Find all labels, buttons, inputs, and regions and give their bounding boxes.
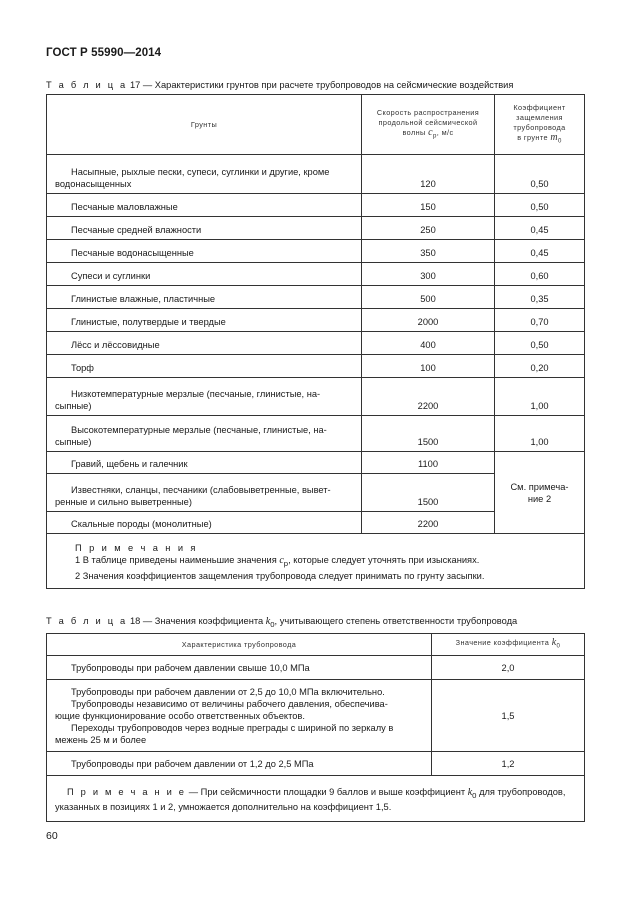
pipeline-characteristic-line4: Переходы трубопроводов через водные преграды с шириной по зеркалу в bbox=[71, 722, 394, 733]
coef-value: 0,35 bbox=[495, 286, 585, 309]
table-row bbox=[47, 332, 585, 355]
note-1-symbol: c bbox=[279, 555, 284, 566]
table18-caption-text-a: 18 — Значения коэффициента bbox=[129, 616, 264, 626]
table-row bbox=[47, 286, 585, 309]
notes-label: П р и м е ч а н и я bbox=[75, 543, 198, 553]
table18-caption-symbol: k bbox=[265, 616, 271, 627]
col-coef-symbol: m bbox=[550, 131, 559, 143]
note-subscript: 0 bbox=[472, 790, 477, 800]
note-1-text-b: , которые следует уточнять при изысканиях. bbox=[288, 555, 480, 565]
col-coef-line1: Коэффициент bbox=[513, 102, 566, 112]
soil-name-line1: Лёсс и лёссовидные bbox=[71, 340, 160, 350]
speed-value: 500 bbox=[362, 286, 495, 309]
table18-col-value bbox=[432, 634, 585, 656]
note-1 bbox=[55, 554, 576, 570]
pipeline-characteristic bbox=[47, 752, 432, 776]
table17-col-speed bbox=[362, 95, 495, 155]
table17-caption-text: 17 — Характеристики грунтов при расчете трубопроводов на сейсмические воздействия bbox=[129, 80, 514, 90]
table-row bbox=[47, 263, 585, 286]
soil-name-line1: Скальные породы (монолитные) bbox=[71, 519, 212, 529]
col-coef-subscript: 0 bbox=[558, 137, 562, 145]
merged-coef-note bbox=[495, 452, 585, 534]
table17-col-soils: Грунты bbox=[47, 95, 362, 155]
coef-value: 0,50 bbox=[495, 155, 585, 194]
soil-name bbox=[47, 286, 362, 309]
table-row bbox=[47, 155, 585, 194]
soil-name-line1: Высокотемпературные мерзлые (песчаные, глинистые, на- bbox=[71, 425, 327, 435]
coef-value: 1,00 bbox=[495, 378, 585, 416]
col-coef-line4: в грунте bbox=[517, 132, 548, 142]
soil-name-line1: Песчаные водонасыщенные bbox=[71, 248, 194, 258]
soil-name-line2: сыпные) bbox=[55, 437, 92, 447]
table17-caption-prefix: Т а б л и ц а bbox=[46, 80, 128, 90]
table17-col-coef bbox=[495, 95, 585, 155]
speed-value: 2200 bbox=[362, 512, 495, 534]
coef-value: 0,70 bbox=[495, 309, 585, 332]
soil-name bbox=[47, 155, 362, 194]
soil-name-line1: Песчаные средней влажности bbox=[71, 225, 202, 235]
table-row bbox=[47, 355, 585, 378]
note-1-text-a: 1 В таблице приведены наименьшие значения bbox=[75, 555, 277, 565]
note-symbol: k bbox=[467, 786, 473, 798]
table18-header-row bbox=[47, 634, 585, 656]
soil-name-line2: водонасыщенных bbox=[55, 179, 132, 189]
coef-value: 0,45 bbox=[495, 240, 585, 263]
note-label: П р и м е ч а н и е bbox=[67, 786, 187, 797]
coef-value: 1,00 bbox=[495, 416, 585, 452]
soil-name bbox=[47, 378, 362, 416]
col-speed-line2: продольной сейсмической bbox=[378, 117, 478, 127]
speed-value: 150 bbox=[362, 194, 495, 217]
coef-value: 0,45 bbox=[495, 217, 585, 240]
soil-name bbox=[47, 332, 362, 355]
speed-value: 100 bbox=[362, 355, 495, 378]
table18-col-value-subscript: 0 bbox=[556, 642, 561, 650]
soil-name-line1: Известняки, сланцы, песчаники (слабовыветренные, вывет- bbox=[71, 485, 331, 495]
table-row bbox=[47, 416, 585, 452]
soil-name-line1: Торф bbox=[71, 363, 94, 373]
note-text-a: — При сейсмичности площадки 9 баллов и выше коэффициент bbox=[188, 786, 466, 797]
table-row bbox=[47, 656, 585, 680]
speed-value: 1100 bbox=[362, 452, 495, 474]
soil-name bbox=[47, 309, 362, 332]
note-1-subscript: p bbox=[283, 558, 289, 568]
speed-value: 1500 bbox=[362, 474, 495, 512]
k0-value: 1,5 bbox=[432, 680, 585, 752]
pipeline-characteristic-text: Трубопроводы при рабочем давлении от 1,2 до 2,5 МПа bbox=[71, 758, 314, 769]
col-speed-line3: волны bbox=[402, 127, 426, 137]
table-row bbox=[47, 240, 585, 263]
soil-name bbox=[47, 416, 362, 452]
table-row bbox=[47, 680, 585, 752]
soil-name-line1: Насыпные, рыхлые пески, супеси, суглинки и другие, кроме bbox=[71, 167, 330, 177]
soil-name bbox=[47, 217, 362, 240]
merged-coef-line2: ние 2 bbox=[527, 493, 552, 504]
soil-name-line1: Гравий, щебень и галечник bbox=[71, 459, 188, 469]
page-number: 60 bbox=[46, 830, 58, 842]
table18-note-row bbox=[47, 776, 585, 822]
coef-value: 0,60 bbox=[495, 263, 585, 286]
soil-name bbox=[47, 474, 362, 512]
coef-value: 0,20 bbox=[495, 355, 585, 378]
table17-notes-row bbox=[47, 534, 585, 589]
col-speed-subscript: p bbox=[432, 132, 437, 140]
table17 bbox=[46, 94, 585, 589]
table18-caption-text-b: , учитывающего степень ответственности трубопровода bbox=[274, 616, 518, 626]
col-speed-line1: Скорость распространения bbox=[376, 107, 480, 117]
col-coef-line3: трубопровода bbox=[513, 122, 566, 132]
speed-value: 350 bbox=[362, 240, 495, 263]
speed-value: 2200 bbox=[362, 378, 495, 416]
col-speed-unit: , м/с bbox=[436, 127, 454, 137]
table18-note bbox=[47, 776, 585, 822]
standard-header: ГОСТ Р 55990—2014 bbox=[46, 47, 162, 59]
table-row bbox=[47, 309, 585, 332]
speed-value: 400 bbox=[362, 332, 495, 355]
pipeline-characteristic-line5: межень 25 м и более bbox=[55, 734, 147, 745]
table18-caption-subscript: 0 bbox=[270, 619, 275, 629]
pipeline-characteristic bbox=[47, 656, 432, 680]
note-line2: указанных в позициях 1 и 2, умножается дополнительно на коэффициент 1,5. bbox=[55, 802, 392, 813]
table18-col-characteristic: Характеристика трубопровода bbox=[47, 634, 432, 656]
k0-value: 1,2 bbox=[432, 752, 585, 776]
table18-col-value-symbol: k bbox=[551, 636, 557, 648]
k0-value: 2,0 bbox=[432, 656, 585, 680]
table18-col-value-text: Значение коэффициента bbox=[455, 637, 550, 647]
table-row bbox=[47, 452, 585, 474]
speed-value: 300 bbox=[362, 263, 495, 286]
merged-coef-line1: См. примеча- bbox=[510, 481, 569, 492]
pipeline-characteristic-line3: ющие функционирование особо ответственных объектов. bbox=[55, 710, 305, 721]
table17-notes bbox=[47, 534, 585, 589]
table-row bbox=[47, 378, 585, 416]
note-text-b: для трубопроводов, bbox=[479, 786, 566, 797]
table17-caption bbox=[46, 80, 513, 90]
coef-value: 0,50 bbox=[495, 332, 585, 355]
pipeline-characteristic-line2: Трубопроводы независимо от величины рабочего давления, обеспечива- bbox=[71, 698, 388, 709]
pipeline-characteristic-text: Трубопроводы при рабочем давлении свыше 10,0 МПа bbox=[71, 662, 310, 673]
soil-name-line1: Низкотемпературные мерзлые (песчаные, глинистые, на- bbox=[71, 389, 321, 399]
speed-value: 250 bbox=[362, 217, 495, 240]
pipeline-characteristic-line1: Трубопроводы при рабочем давлении от 2,5 до 10,0 МПа включительно. bbox=[71, 686, 385, 697]
table18 bbox=[46, 633, 585, 822]
soil-name-line1: Глинистые влажные, пластичные bbox=[71, 294, 216, 304]
coef-value: 0,50 bbox=[495, 194, 585, 217]
soil-name-line1: Глинистые, полутвердые и твердые bbox=[71, 317, 226, 327]
speed-value: 1500 bbox=[362, 416, 495, 452]
soil-name bbox=[47, 512, 362, 534]
col-speed-symbol: c bbox=[428, 126, 433, 138]
soil-name-line1: Песчаные маловлажные bbox=[71, 202, 178, 212]
soil-name-line2: ренные и сильно выветренные) bbox=[55, 497, 192, 507]
soil-name bbox=[47, 240, 362, 263]
speed-value: 2000 bbox=[362, 309, 495, 332]
soil-name-line1: Супеси и суглинки bbox=[71, 271, 151, 281]
soil-name bbox=[47, 452, 362, 474]
table-row bbox=[47, 752, 585, 776]
table-row bbox=[47, 217, 585, 240]
soil-name bbox=[47, 194, 362, 217]
pipeline-characteristic bbox=[47, 680, 432, 752]
soil-name bbox=[47, 355, 362, 378]
table18-caption-prefix: Т а б л и ц а bbox=[46, 616, 128, 626]
speed-value: 120 bbox=[362, 155, 495, 194]
col-coef-line2: защемления bbox=[516, 112, 563, 122]
note-2: 2 Значения коэффициентов защемления трубопровода следует принимать по грунту засыпки. bbox=[75, 570, 485, 581]
table18-caption bbox=[46, 616, 517, 629]
table17-header-row bbox=[47, 95, 585, 155]
soil-name-line2: сыпные) bbox=[55, 401, 92, 411]
table-row bbox=[47, 194, 585, 217]
soil-name bbox=[47, 263, 362, 286]
